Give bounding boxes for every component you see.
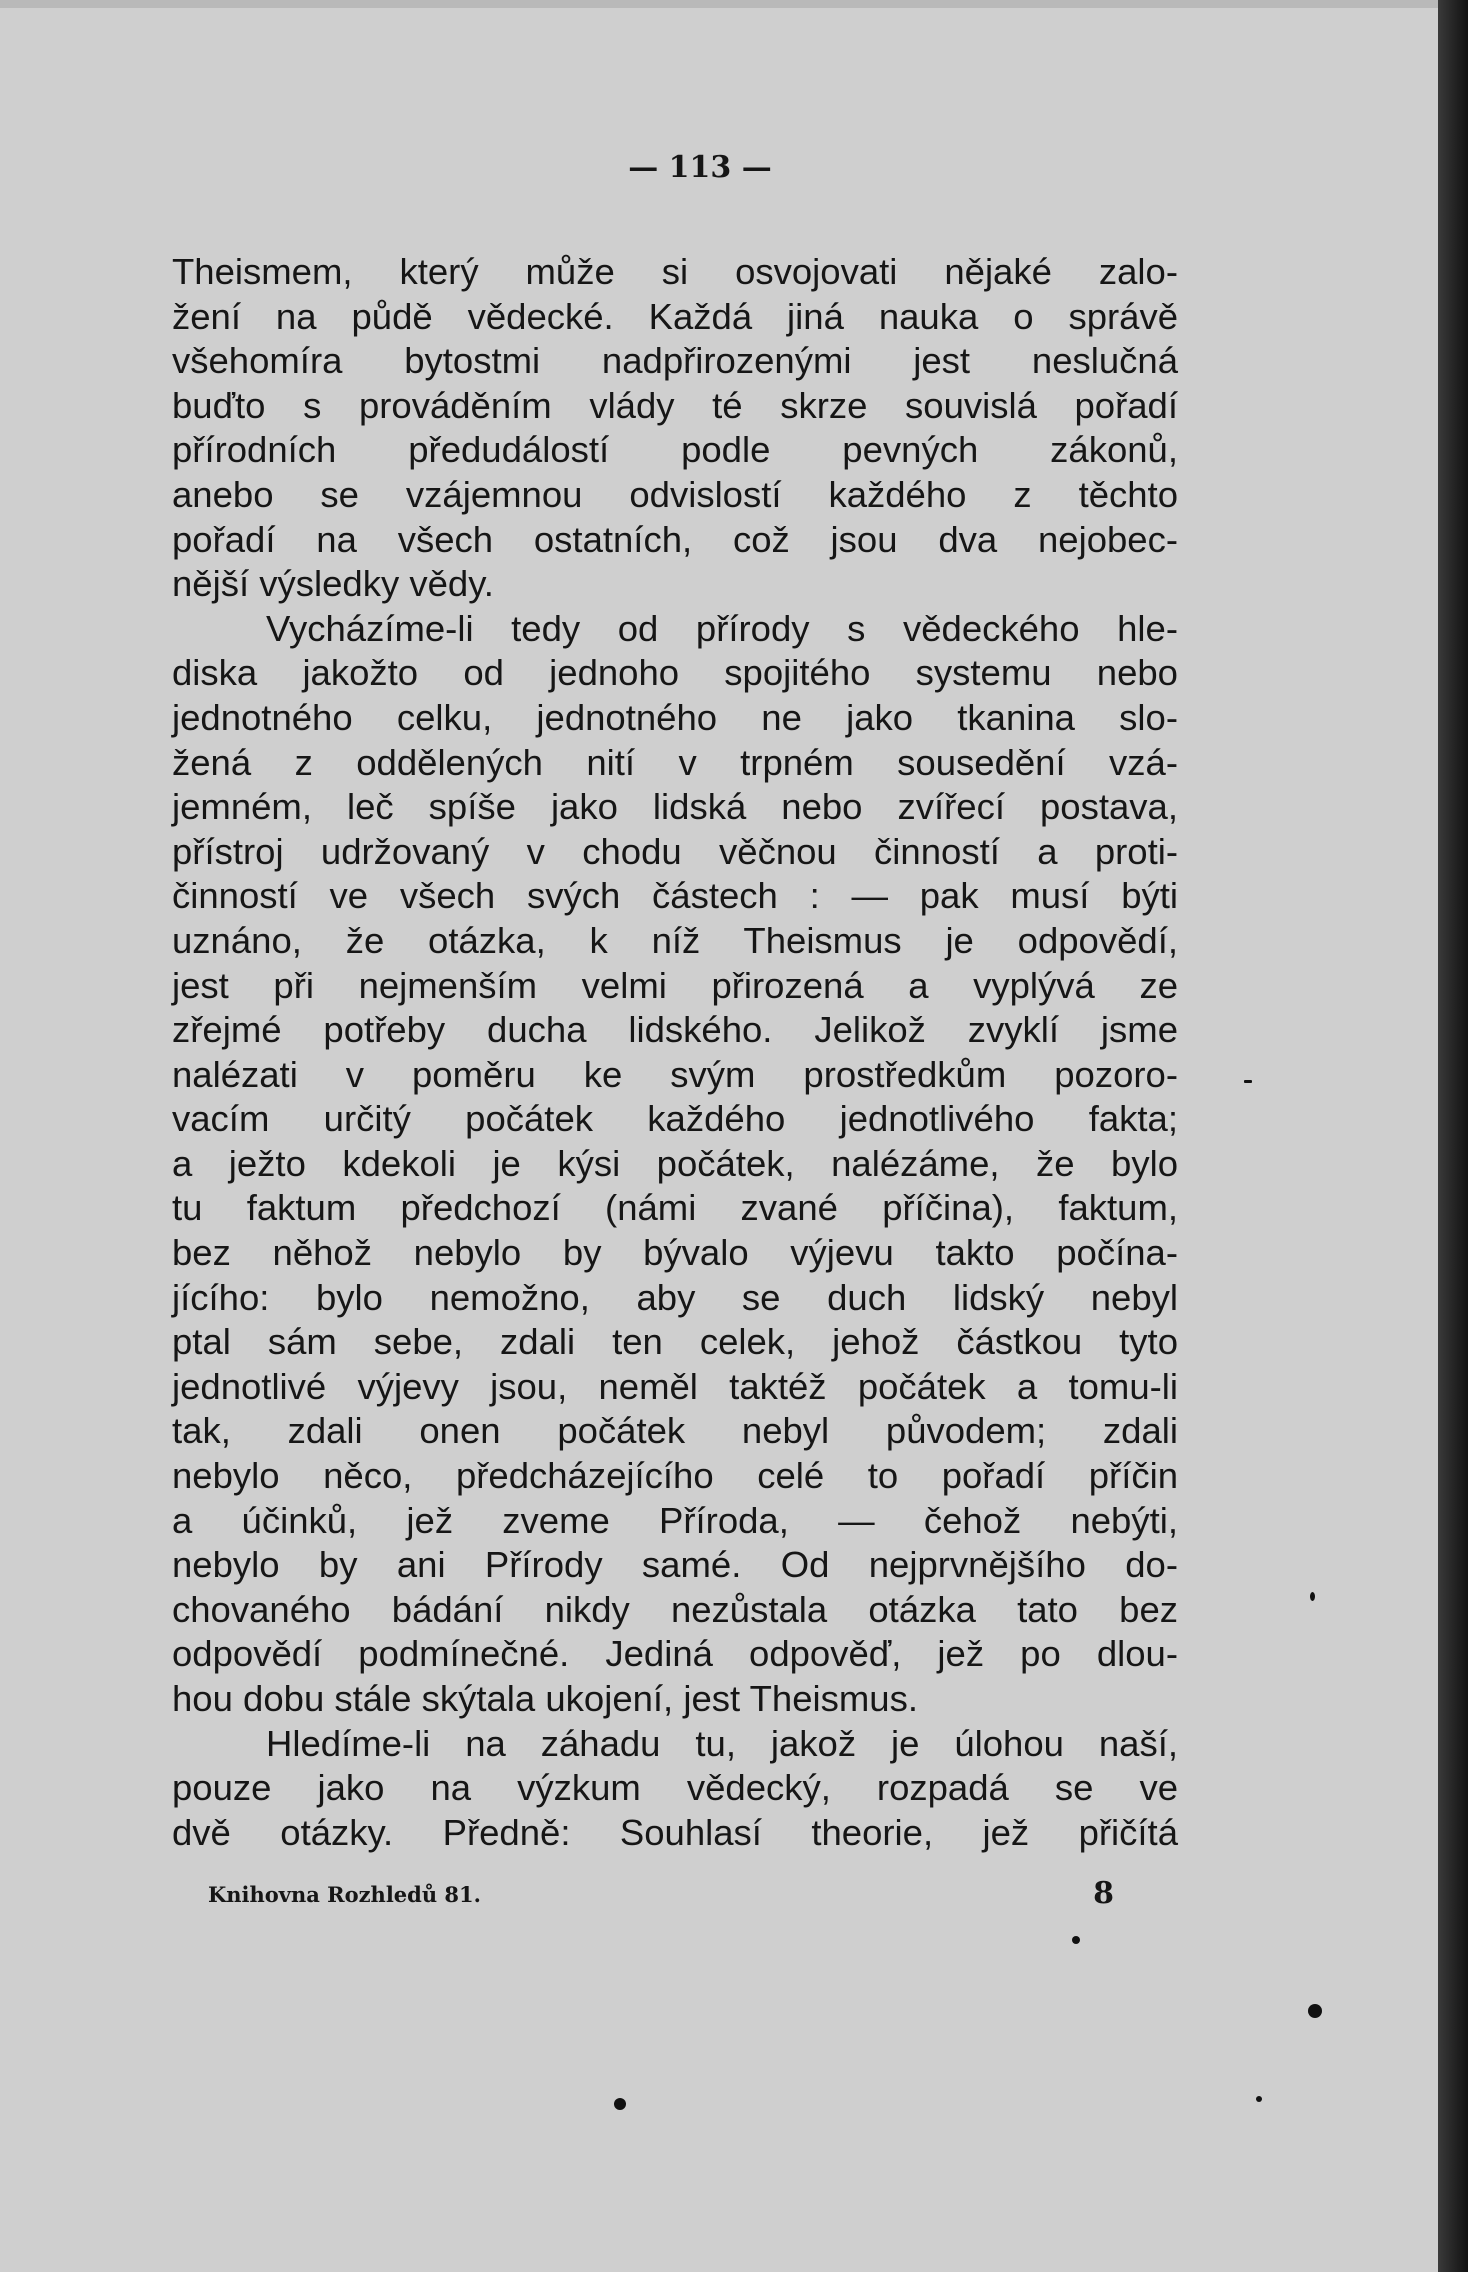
page-footer [172, 1876, 1144, 1920]
footer-signature-mark: 8 [1093, 1876, 1114, 1911]
scan-speck [1072, 1936, 1080, 1944]
text-line: jest při nejmenším velmi přirozená a vyplývá ze [172, 964, 1178, 1006]
scan-speck [1256, 2096, 1262, 2102]
body-text [172, 250, 1178, 1855]
text-line: Theismem, který může si osvojovati nějaké zalo- [172, 251, 1178, 292]
page-binding-shadow [1438, 0, 1468, 2272]
text-line: buďto s prováděním vlády té skrze souvislá pořadí [172, 384, 1178, 426]
page-top-edge [0, 0, 1468, 8]
text-line: bez něhož nebylo by bývalo výjevu takto počína- [172, 1232, 1178, 1274]
text-line: a účinků, jež zveme Příroda, — čehož nebýti, [172, 1499, 1178, 1541]
page-number: — 113 — [628, 150, 772, 185]
text-line: chovaného bádání nikdy nezůstala otázka tato bez [172, 1588, 1178, 1630]
text-line: nebylo by ani Přírody samé. Od nejprvnějšího do- [172, 1544, 1178, 1586]
text-line: jednotného celku, jednotného ne jako tkanina slo- [172, 696, 1178, 738]
text-line: odpovědí podmínečné. Jediná odpověď, jež po dlou- [172, 1633, 1178, 1675]
text-line: činností ve všech svých částech : — pak musí býti [172, 875, 1178, 917]
text-line: přírodních předudálostí podle pevných zákonů, [172, 429, 1178, 471]
text-line: zřejmé potřeby ducha lidského. Jelikož zvyklí jsme [172, 1009, 1178, 1051]
text-line: anebo se vzájemnou odvislostí každého z těchto [172, 473, 1178, 515]
text-line: dvě otázky. Předně: Souhlasí theorie, jež přičítá [172, 1811, 1178, 1853]
paragraph-start-line: Hledíme-li na záhadu tu, jakož je úlohou naší, [266, 1722, 1178, 1764]
scan-speck [1310, 1592, 1315, 1601]
text-line: pouze jako na výzkum vědecký, rozpadá se ve [172, 1767, 1178, 1809]
text-line: jícího: bylo nemožno, aby se duch lidský nebyl [172, 1276, 1178, 1318]
text-line: vacím určitý počátek každého jednotlivého fakta; [172, 1098, 1178, 1140]
scan-speck [614, 2098, 626, 2110]
text-line: všehomíra bytostmi nadpřirozenými jest neslučná [172, 340, 1178, 382]
text-line: pořadí na všech ostatních, což jsou dva nejobec- [172, 518, 1178, 560]
text-line: přístroj udržovaný v chodu věčnou činností a proti- [172, 830, 1178, 872]
scan-speck [1244, 1080, 1252, 1083]
text-line: nebylo něco, předcházejícího celé to pořadí příčin [172, 1455, 1178, 1497]
scan-speck [1308, 2004, 1322, 2018]
text-line: žená z oddělených nití v trpném sousedění vzá- [172, 741, 1178, 783]
footer-series-title: Knihovna Rozhledů 81. [208, 1882, 481, 1907]
text-line: nější výsledky vědy. [172, 563, 494, 605]
text-line: jemném, leč spíše jako lidská nebo zvířecí postava, [172, 786, 1178, 828]
text-line: uznáno, že otázka, k níž Theismus je odpovědí, [172, 919, 1178, 961]
text-line: tak, zdali onen počátek nebyl původem; zdali [172, 1410, 1178, 1452]
text-line: jednotlivé výjevy jsou, neměl taktéž počátek a tomu-li [172, 1365, 1178, 1407]
text-line: ptal sám sebe, zdali ten celek, jehož částkou tyto [172, 1321, 1178, 1363]
paragraph-start-line: Vycházíme-li tedy od přírody s vědeckého hle- [266, 607, 1178, 649]
text-line: a ježto kdekoli je kýsi počátek, nalézáme, že bylo [172, 1142, 1178, 1184]
text-line: žení na půdě vědecké. Každá jiná nauka o správě [172, 295, 1178, 337]
text-line: diska jakožto od jednoho spojitého systemu nebo [172, 652, 1178, 694]
text-line: tu faktum předchozí (námi zvané příčina), faktum, [172, 1187, 1178, 1229]
text-line: hou dobu stále skýtala ukojení, jest Theismus. [172, 1678, 918, 1719]
text-line: nalézati v poměru ke svým prostředkům pozoro- [172, 1053, 1178, 1095]
